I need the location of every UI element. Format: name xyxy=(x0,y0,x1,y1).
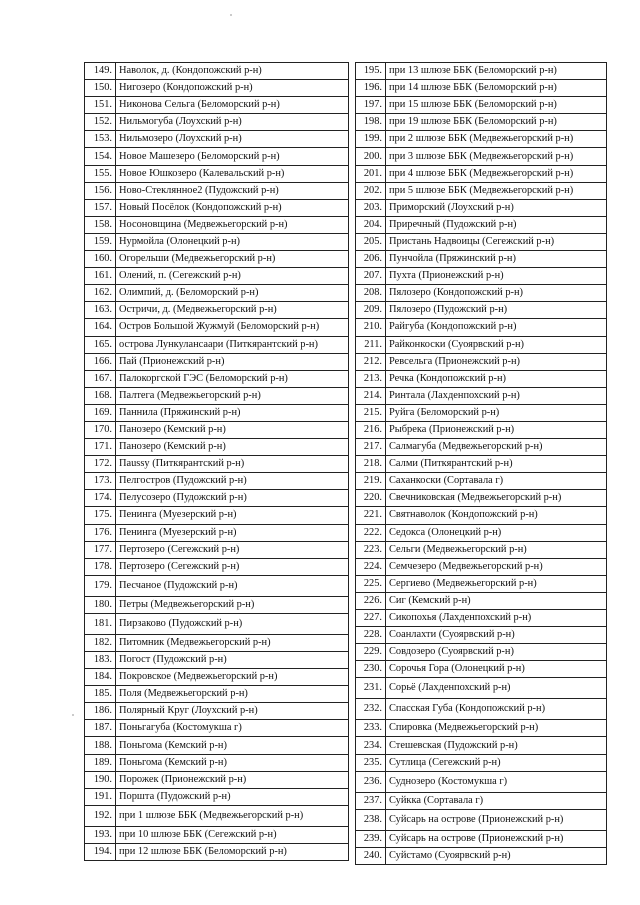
row-number: 223. xyxy=(356,541,386,558)
row-number: 174. xyxy=(85,490,116,507)
settlement-name: Сикопохья (Лахденпохский р-н) xyxy=(386,610,607,627)
settlements-table-right xyxy=(355,62,607,865)
row-number: 206. xyxy=(356,251,386,268)
table-row xyxy=(85,541,349,558)
settlement-name: Пухта (Прионежский р-н) xyxy=(386,268,607,285)
row-number: 215. xyxy=(356,404,386,421)
table-row xyxy=(85,387,349,404)
row-number: 198. xyxy=(356,114,386,131)
row-number: 171. xyxy=(85,439,116,456)
row-number: 230. xyxy=(356,661,386,678)
row-number: 166. xyxy=(85,353,116,370)
row-number: 180. xyxy=(85,596,116,613)
row-number: 217. xyxy=(356,439,386,456)
table-row xyxy=(85,596,349,613)
settlement-name: Спасская Губа (Кондопожский р-н) xyxy=(386,699,607,720)
row-number: 240. xyxy=(356,847,386,864)
table-row xyxy=(356,131,607,148)
table-row xyxy=(85,575,349,596)
row-number: 231. xyxy=(356,678,386,699)
settlement-name: Сорочья Гора (Олонецкий р-н) xyxy=(386,661,607,678)
settlement-name: при 2 шлюзе ББК (Медвежьегорский р-н) xyxy=(386,131,607,148)
table-row xyxy=(85,251,349,268)
row-number: 207. xyxy=(356,268,386,285)
settlement-name: Суднозеро (Костомукша г) xyxy=(386,771,607,792)
settlement-name: Суйсарь на острове (Прионежский р-н) xyxy=(386,830,607,847)
row-number: 155. xyxy=(85,165,116,182)
row-number: 204. xyxy=(356,216,386,233)
table-row xyxy=(356,370,607,387)
settlement-name: Поньгома (Кемский р-н) xyxy=(116,754,349,771)
settlement-name: Рыбрека (Прионежский р-н) xyxy=(386,421,607,438)
settlement-name: Руйга (Беломорский р-н) xyxy=(386,404,607,421)
table-row xyxy=(85,669,349,686)
settlement-name: Седокса (Олонецкий р-н) xyxy=(386,524,607,541)
row-number: 228. xyxy=(356,627,386,644)
settlement-name: Палокоргской ГЭС (Беломорский р-н) xyxy=(116,370,349,387)
row-number: 203. xyxy=(356,199,386,216)
table-row xyxy=(85,473,349,490)
table-row xyxy=(85,114,349,131)
row-number: 165. xyxy=(85,336,116,353)
table-row xyxy=(356,541,607,558)
table-row xyxy=(85,404,349,421)
row-number: 185. xyxy=(85,686,116,703)
row-number: 152. xyxy=(85,114,116,131)
settlement-name: Пенинга (Муезерский р-н) xyxy=(116,507,349,524)
row-number: 153. xyxy=(85,131,116,148)
settlement-name: острова Лункулансаари (Питкярантский р-н) xyxy=(116,336,349,353)
table-row xyxy=(85,771,349,788)
settlement-name: Сорьё (Лахденпохский р-н) xyxy=(386,678,607,699)
table-row xyxy=(356,285,607,302)
table-row xyxy=(85,843,349,860)
row-number: 225. xyxy=(356,575,386,592)
settlement-name: при 4 шлюзе ББК (Медвежьегорский р-н) xyxy=(386,165,607,182)
settlement-name: Сиг (Кемский р-н) xyxy=(386,592,607,609)
table-row xyxy=(85,652,349,669)
row-number: 195. xyxy=(356,63,386,80)
row-number: 220. xyxy=(356,490,386,507)
table-row xyxy=(85,686,349,703)
settlement-name: Петры (Медвежьегорский р-н) xyxy=(116,596,349,613)
settlement-name: при 1 шлюзе ББК (Медвежьегорский р-н) xyxy=(116,805,349,826)
table-row xyxy=(85,233,349,250)
settlement-name: Ново-Стеклянное2 (Пудожский р-н) xyxy=(116,182,349,199)
table-row xyxy=(356,439,607,456)
settlement-name: Семчезеро (Медвежьегорский р-н) xyxy=(386,558,607,575)
table-row xyxy=(85,524,349,541)
table-row xyxy=(85,216,349,233)
settlement-name: Поньгома (Кемский р-н) xyxy=(116,737,349,754)
settlement-name: Панозеро (Кемский р-н) xyxy=(116,439,349,456)
row-number: 187. xyxy=(85,720,116,737)
table-row xyxy=(85,319,349,336)
settlement-name: Пялозеро (Пудожский р-н) xyxy=(386,302,607,319)
settlement-name: Огорельши (Медвежьегорский р-н) xyxy=(116,251,349,268)
table-row xyxy=(356,473,607,490)
row-number: 158. xyxy=(85,216,116,233)
row-number: 149. xyxy=(85,63,116,80)
row-number: 227. xyxy=(356,610,386,627)
table-row xyxy=(356,421,607,438)
row-number: 236. xyxy=(356,771,386,792)
settlement-name: Носоновщина (Медвежьегорский р-н) xyxy=(116,216,349,233)
table-row xyxy=(356,847,607,864)
settlement-name: Стешевская (Пудожский р-н) xyxy=(386,737,607,754)
settlement-name: Приречный (Пудожский р-н) xyxy=(386,216,607,233)
table-row xyxy=(85,456,349,473)
settlement-name: Пертозеро (Сегежский р-н) xyxy=(116,558,349,575)
table-row xyxy=(85,148,349,165)
settlement-name: Пенинга (Муезерский р-н) xyxy=(116,524,349,541)
table-row xyxy=(356,80,607,97)
row-number: 201. xyxy=(356,165,386,182)
table-row xyxy=(356,165,607,182)
row-number: 218. xyxy=(356,456,386,473)
row-number: 176. xyxy=(85,524,116,541)
row-number: 193. xyxy=(85,826,116,843)
row-number: 208. xyxy=(356,285,386,302)
table-row xyxy=(356,319,607,336)
settlement-name: Поля (Медвежьегорский р-н) xyxy=(116,686,349,703)
settlement-name: Свечниковская (Медвежьегорский р-н) xyxy=(386,490,607,507)
settlements-table-left xyxy=(84,62,349,861)
row-number: 170. xyxy=(85,421,116,438)
row-number: 162. xyxy=(85,285,116,302)
row-number: 222. xyxy=(356,524,386,541)
row-number: 209. xyxy=(356,302,386,319)
settlement-name: при 13 шлюзе ББК (Беломорский р-н) xyxy=(386,63,607,80)
settlement-name: Полярный Круг (Лоухский р-н) xyxy=(116,703,349,720)
settlement-name: Совдозеро (Суоярвский р-н) xyxy=(386,644,607,661)
row-number: 189. xyxy=(85,754,116,771)
settlement-name: Нигозеро (Кондопожский р-н) xyxy=(116,80,349,97)
settlement-name: Порожек (Прионежский р-н) xyxy=(116,771,349,788)
settlement-name: при 10 шлюзе ББК (Сегежский р-н) xyxy=(116,826,349,843)
table-row xyxy=(356,268,607,285)
settlement-name: Палтега (Медвежьегорский р-н) xyxy=(116,387,349,404)
settlement-name: Пелгостров (Пудожский р-н) xyxy=(116,473,349,490)
row-number: 164. xyxy=(85,319,116,336)
row-number: 179. xyxy=(85,575,116,596)
table-row xyxy=(85,182,349,199)
settlement-name: Суйкка (Сортавала г) xyxy=(386,792,607,809)
settlement-name: Остров Большой Жужмуй (Беломорский р-н) xyxy=(116,319,349,336)
row-number: 197. xyxy=(356,97,386,114)
table-row xyxy=(356,97,607,114)
row-number: 190. xyxy=(85,771,116,788)
settlement-name: Нильмозеро (Лоухский р-н) xyxy=(116,131,349,148)
settlement-name: Ринтала (Лахденпохский р-н) xyxy=(386,387,607,404)
row-number: 216. xyxy=(356,421,386,438)
row-number: 221. xyxy=(356,507,386,524)
row-number: 157. xyxy=(85,199,116,216)
row-number: 237. xyxy=(356,792,386,809)
table-row xyxy=(356,182,607,199)
table-row xyxy=(356,592,607,609)
table-row xyxy=(85,285,349,302)
table-row xyxy=(356,737,607,754)
settlement-name: при 12 шлюзе ББК (Беломорский р-н) xyxy=(116,843,349,860)
settlement-name: Остричи, д. (Медвежьегорский р-н) xyxy=(116,302,349,319)
settlement-name: Сельги (Медвежьегорский р-н) xyxy=(386,541,607,558)
settlement-name: Наволок, д. (Кондопожский р-н) xyxy=(116,63,349,80)
settlement-name: Песчаное (Пудожский р-н) xyxy=(116,575,349,596)
row-number: 234. xyxy=(356,737,386,754)
table-row xyxy=(356,353,607,370)
table-row xyxy=(356,251,607,268)
table-row xyxy=(356,490,607,507)
row-number: 224. xyxy=(356,558,386,575)
settlement-name: Погост (Пудожский р-н) xyxy=(116,652,349,669)
settlement-name: Пялозеро (Кондопожский р-н) xyxy=(386,285,607,302)
table-row xyxy=(356,233,607,250)
settlement-name: Олимпий, д. (Беломорский р-н) xyxy=(116,285,349,302)
table-row xyxy=(85,613,349,634)
table-row xyxy=(356,387,607,404)
row-number: 163. xyxy=(85,302,116,319)
settlement-name: Райконкоски (Суоярвский р-н) xyxy=(386,336,607,353)
settlement-name: при 15 шлюзе ББК (Беломорский р-н) xyxy=(386,97,607,114)
settlement-name: Саханкоски (Сортавала г) xyxy=(386,473,607,490)
settlement-name: Нильмогуба (Лоухский р-н) xyxy=(116,114,349,131)
row-number: 219. xyxy=(356,473,386,490)
row-number: 151. xyxy=(85,97,116,114)
row-number: 233. xyxy=(356,720,386,737)
row-number: 168. xyxy=(85,387,116,404)
settlement-name: Соанлахти (Суоярвский р-н) xyxy=(386,627,607,644)
settlement-name: Поньгагуба (Костомукша г) xyxy=(116,720,349,737)
table-row xyxy=(85,737,349,754)
settlement-name: Новое Юшкозеро (Калевальский р-н) xyxy=(116,165,349,182)
table-row xyxy=(85,370,349,387)
table-row xyxy=(356,610,607,627)
table-row xyxy=(356,720,607,737)
row-number: 160. xyxy=(85,251,116,268)
table-row xyxy=(356,63,607,80)
settlement-name: Паussу (Питкярантский р-н) xyxy=(116,456,349,473)
table-row xyxy=(356,148,607,165)
row-number: 182. xyxy=(85,634,116,651)
table-row xyxy=(85,703,349,720)
row-number: 214. xyxy=(356,387,386,404)
row-number: 232. xyxy=(356,699,386,720)
settlement-name: Приморский (Лоухский р-н) xyxy=(386,199,607,216)
row-number: 175. xyxy=(85,507,116,524)
settlement-name: Ревсельга (Прионежский р-н) xyxy=(386,353,607,370)
table-row xyxy=(85,507,349,524)
settlement-name: Пирзаково (Пудожский р-н) xyxy=(116,613,349,634)
scan-speck xyxy=(72,714,74,716)
table-row xyxy=(85,754,349,771)
table-body-right xyxy=(356,63,607,865)
table-row xyxy=(85,720,349,737)
table-row xyxy=(85,97,349,114)
settlement-name: Сутлица (Сегежский р-н) xyxy=(386,754,607,771)
settlement-name: при 14 шлюзе ББК (Беломорский р-н) xyxy=(386,80,607,97)
row-number: 196. xyxy=(356,80,386,97)
row-number: 213. xyxy=(356,370,386,387)
settlement-name: Питомник (Медвежьегорский р-н) xyxy=(116,634,349,651)
table-row xyxy=(85,439,349,456)
table-row xyxy=(356,809,607,830)
row-number: 177. xyxy=(85,541,116,558)
table-row xyxy=(356,661,607,678)
row-number: 194. xyxy=(85,843,116,860)
table-row xyxy=(85,80,349,97)
table-row xyxy=(356,558,607,575)
scan-speck xyxy=(230,14,232,16)
settlement-name: Панозеро (Кемский р-н) xyxy=(116,421,349,438)
table-row xyxy=(356,699,607,720)
table-row xyxy=(85,421,349,438)
row-number: 186. xyxy=(85,703,116,720)
table-row xyxy=(356,627,607,644)
row-number: 188. xyxy=(85,737,116,754)
table-row xyxy=(356,524,607,541)
settlement-name: Речка (Кондопожский р-н) xyxy=(386,370,607,387)
settlement-name: при 3 шлюзе ББК (Медвежьегорский р-н) xyxy=(386,148,607,165)
table-row xyxy=(85,634,349,651)
settlement-name: Пай (Прионежский р-н) xyxy=(116,353,349,370)
table-row xyxy=(356,404,607,421)
settlement-name: Спировка (Медвежьегорский р-н) xyxy=(386,720,607,737)
table-row xyxy=(356,336,607,353)
settlement-name: Новое Машезеро (Беломорский р-н) xyxy=(116,148,349,165)
settlement-name: Пристань Надвоицы (Сегежский р-н) xyxy=(386,233,607,250)
row-number: 191. xyxy=(85,788,116,805)
table-row xyxy=(356,644,607,661)
settlement-name: Пунчойла (Пряжинский р-н) xyxy=(386,251,607,268)
row-number: 159. xyxy=(85,233,116,250)
table-row xyxy=(356,456,607,473)
row-number: 173. xyxy=(85,473,116,490)
table-row xyxy=(85,353,349,370)
row-number: 202. xyxy=(356,182,386,199)
table-row xyxy=(85,558,349,575)
table-body-left xyxy=(85,63,349,861)
row-number: 154. xyxy=(85,148,116,165)
settlement-name: Никонова Сельга (Беломорский р-н) xyxy=(116,97,349,114)
row-number: 226. xyxy=(356,592,386,609)
table-row xyxy=(356,678,607,699)
table-row xyxy=(356,302,607,319)
table-row xyxy=(356,771,607,792)
row-number: 183. xyxy=(85,652,116,669)
table-row xyxy=(85,826,349,843)
settlement-name: Поршта (Пудожский р-н) xyxy=(116,788,349,805)
table-row xyxy=(356,830,607,847)
settlement-name: Покровское (Медвежьегорский р-н) xyxy=(116,669,349,686)
row-number: 150. xyxy=(85,80,116,97)
row-number: 192. xyxy=(85,805,116,826)
row-number: 169. xyxy=(85,404,116,421)
settlement-name: Суйсарь на острове (Прионежский р-н) xyxy=(386,809,607,830)
table-row xyxy=(356,216,607,233)
table-row xyxy=(85,63,349,80)
settlement-name: Суйстамо (Суоярвский р-н) xyxy=(386,847,607,864)
table-row xyxy=(356,507,607,524)
row-number: 210. xyxy=(356,319,386,336)
settlement-name: Новый Посёлок (Кондопожский р-н) xyxy=(116,199,349,216)
row-number: 229. xyxy=(356,644,386,661)
row-number: 184. xyxy=(85,669,116,686)
row-number: 178. xyxy=(85,558,116,575)
table-row xyxy=(85,131,349,148)
settlement-name: Пелусозеро (Пудожский р-н) xyxy=(116,490,349,507)
row-number: 239. xyxy=(356,830,386,847)
settlement-name: при 5 шлюзе ББК (Медвежьегорский р-н) xyxy=(386,182,607,199)
settlement-name: Олений, п. (Сегежский р-н) xyxy=(116,268,349,285)
table-row xyxy=(85,165,349,182)
settlement-name: Салмагуба (Медвежьегорский р-н) xyxy=(386,439,607,456)
row-number: 172. xyxy=(85,456,116,473)
table-row xyxy=(85,199,349,216)
table-row xyxy=(85,490,349,507)
settlement-name: Паннила (Пряжинский р-н) xyxy=(116,404,349,421)
row-number: 235. xyxy=(356,754,386,771)
row-number: 181. xyxy=(85,613,116,634)
table-row xyxy=(85,805,349,826)
settlement-name: Сергиево (Медвежьегорский р-н) xyxy=(386,575,607,592)
settlement-name: при 19 шлюзе ББК (Беломорский р-н) xyxy=(386,114,607,131)
row-number: 199. xyxy=(356,131,386,148)
settlement-name: Пертозеро (Сегежский р-н) xyxy=(116,541,349,558)
table-row xyxy=(85,788,349,805)
table-row xyxy=(356,754,607,771)
table-row xyxy=(356,199,607,216)
row-number: 200. xyxy=(356,148,386,165)
table-row xyxy=(356,114,607,131)
row-number: 161. xyxy=(85,268,116,285)
settlement-name: Райгуба (Кондопожский р-н) xyxy=(386,319,607,336)
settlement-name: Нурмойла (Олонецкий р-н) xyxy=(116,233,349,250)
settlement-name: Святнаволок (Кондопожский р-н) xyxy=(386,507,607,524)
row-number: 156. xyxy=(85,182,116,199)
row-number: 205. xyxy=(356,233,386,250)
row-number: 238. xyxy=(356,809,386,830)
settlement-name: Салми (Питкярантский р-н) xyxy=(386,456,607,473)
table-row xyxy=(356,575,607,592)
table-row xyxy=(85,268,349,285)
table-row xyxy=(85,302,349,319)
table-row xyxy=(356,792,607,809)
row-number: 211. xyxy=(356,336,386,353)
row-number: 167. xyxy=(85,370,116,387)
row-number: 212. xyxy=(356,353,386,370)
table-row xyxy=(85,336,349,353)
